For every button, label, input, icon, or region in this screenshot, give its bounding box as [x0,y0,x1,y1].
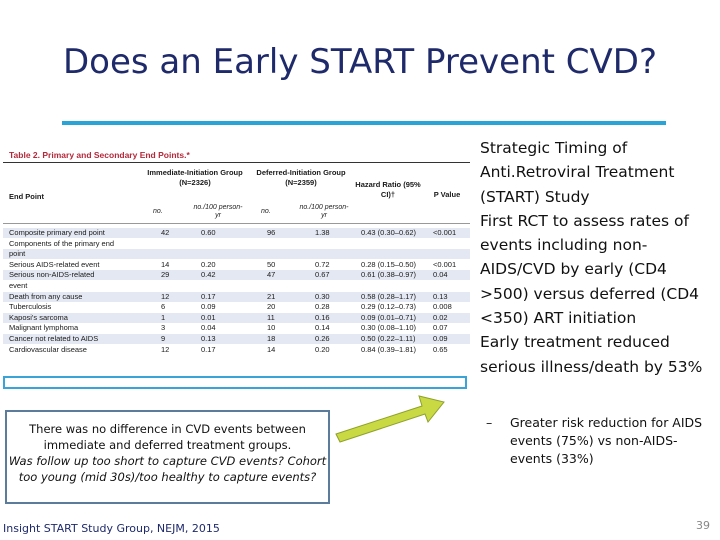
table-row [3,260,470,270]
table-cell-r2: 0.72 [315,259,330,269]
header-p-value: P Value [433,190,461,199]
table-row [3,281,470,291]
table-row [3,249,470,259]
bullet-first-rct: First RCT to assess rates of events including non-AIDS/CVD by early (CD4 >500) versus deferred (CD4 <350) ART initiation [480,211,699,328]
table-cell-hr: 0.84 (0.39–1.81) [361,344,417,354]
table-cell-r1: 0.04 [201,323,216,333]
table-cell-hr: 0.09 (0.01–0.71) [361,312,417,322]
table-cell-p: 0.09 [433,334,448,343]
table-cell-r1: 0.09 [201,302,216,312]
table-cell-r1: 0.42 [201,270,216,280]
table-cell-hr: 0.30 (0.08–1.10) [361,323,417,333]
table-cell-n1: 9 [161,334,166,343]
subheader-no-deferred: no. [261,208,271,215]
table-cell-p: 0.008 [433,302,452,312]
table-cell-p: <0.001 [433,228,457,237]
arrow-icon [330,390,450,450]
cvd-row-highlight [3,376,467,389]
table-cell-p: <0.001 [433,259,457,269]
table-cell-hr: 0.28 (0.15–0.50) [361,259,417,269]
table-cell-hr: 0.43 (0.30–0.62) [361,228,417,237]
header-hazard-ratio: Hazard Ratio (95% CI)† [355,180,421,199]
sub-bullet-text: Greater risk reduction for AIDS events (75%) vs non-AIDS-events (33%) [510,415,703,466]
table-row [3,270,470,280]
table-cell-n2: 18 [267,334,276,343]
table-cell-r1: 0.60 [201,228,216,237]
table-row [3,302,470,312]
citation: Insight START Study Group, NEJM, 2015 [3,522,220,535]
table-cell-p: 0.13 [433,291,448,301]
table-row [3,292,470,302]
right-bullets [480,136,712,379]
table-cell-label: Malignant lymphoma [9,323,79,333]
table-cell-r2: 0.28 [315,302,330,312]
table-cell-label: Serious AIDS-related event [9,259,100,269]
table-cell-hr: 0.29 (0.12–0.73) [361,302,417,312]
table-cell-r1: 0.13 [201,334,216,343]
bullet-early-treatment: Early treatment reduced serious illness/death by 53% [480,333,703,376]
table-cell-n2: 20 [267,302,276,312]
table-row [3,228,470,238]
table-cell-p: 0.07 [433,323,448,333]
results-table [3,142,470,398]
slide-title: Does an Early START Prevent CVD? [63,42,657,82]
table-cell-r2: 0.26 [315,334,330,343]
table-cell-n2: 50 [267,259,276,269]
table-row [3,345,470,355]
callout-statement: There was no difference in CVD events between immediate and deferred treatment groups. [29,422,306,452]
subheader-rate-deferred: no./100 person-yr [299,204,349,219]
table-cell-n2: 96 [267,228,276,237]
table-cell-n1: 12 [161,291,170,301]
table-cell-r2: 0.67 [315,270,330,280]
table-row [3,239,470,249]
table-cell-n2: 11 [267,312,275,322]
callout-box [5,410,330,504]
table-cell-r2: 0.20 [315,344,330,354]
subheader-rate-immediate: no./100 person-yr [193,204,243,219]
table-cell-n1: 29 [161,270,170,280]
table-cell-p: 0.02 [433,312,448,322]
table-cell-label: Cardiovascular disease [9,344,87,354]
table-cell-label: Components of the primary end [9,238,115,248]
table-cell-n2: 47 [267,270,276,280]
header-immediate: Immediate-Initiation Group (N=2326) [147,168,243,187]
table-cell-n1: 1 [161,312,166,322]
table-cell-label: event [9,281,28,290]
table-cell-label: Death from any cause [9,291,83,301]
table-cell-label: Cancer not related to AIDS [9,334,99,343]
table-cell-r2: 0.14 [315,323,330,333]
table-cell-p: 0.65 [433,344,448,354]
table-cell-hr: 0.61 (0.38–0.97) [361,270,417,280]
table-cell-n2: 14 [267,344,276,354]
header-deferred: Deferred-Initiation Group (N=2359) [256,168,346,187]
sub-bullet-dash: – [486,415,493,430]
table-cell-n2: 21 [267,291,276,301]
table-row [3,334,470,344]
table-cell-label: Serious non-AIDS-related [9,270,95,280]
table-cell-p: 0.04 [433,270,448,280]
table-caption: Table 2. Primary and Secondary End Points.* [9,150,190,160]
table-row [3,313,470,323]
table-cell-r2: 0.16 [315,312,330,322]
table-cell-r1: 0.20 [201,259,216,269]
title-underline [62,121,666,125]
table-row [3,323,470,333]
caption-rule [3,162,470,163]
table-cell-r1: 0.17 [201,291,216,301]
table-cell-n1: 6 [161,302,166,312]
table-cell-label: Kaposi's sarcoma [9,312,68,322]
table-cell-r2: 1.38 [315,228,330,237]
sub-bullet [486,414,711,468]
table-cell-n1: 42 [161,228,170,237]
table-cell-n1: 14 [161,259,170,269]
table-cell-r2: 0.30 [315,291,330,301]
table-cell-hr: 0.58 (0.28–1.17) [361,291,417,301]
subheader-no-immediate: no. [153,208,163,215]
table-cell-label: point [9,249,26,259]
table-cell-label: Tuberculosis [9,302,52,312]
table-cell-r1: 0.17 [201,344,216,354]
callout-question: Was follow up too short to capture CVD events? Cohort too young (mid 30s)/too healthy to capture events? [8,454,327,484]
table-cell-n2: 10 [267,323,276,333]
table-cell-n1: 3 [161,323,166,333]
header-rule [3,223,470,224]
table-cell-hr: 0.50 (0.22–1.11) [361,334,416,343]
table-cell-n1: 12 [161,344,170,354]
table-cell-label: Composite primary end point [9,228,105,237]
bullet-start-study: Strategic Timing of Anti.Retroviral Treatment (START) Study [480,139,675,206]
table-cell-r1: 0.01 [201,312,216,322]
header-end-point: End Point [9,192,44,201]
page-number: 39 [696,519,710,532]
